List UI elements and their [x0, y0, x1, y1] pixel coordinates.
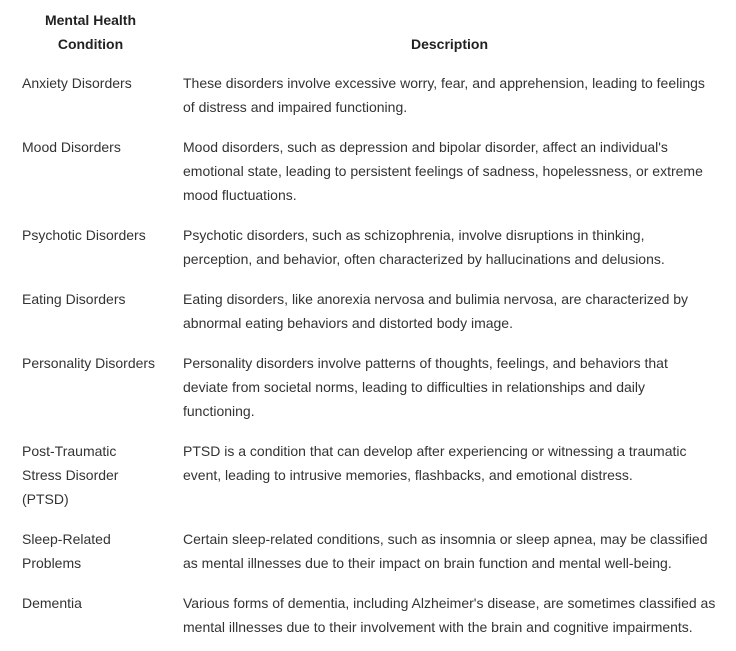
- table-row: [10, 219, 728, 283]
- table-row: [10, 283, 728, 347]
- table-row: [10, 131, 728, 219]
- table-row: [10, 67, 728, 131]
- description-cell: PTSD is a condition that can develop after experiencing or witnessing a traumatic event, leading to intrusive memories, flashbacks, and emotional distress.: [183, 443, 687, 483]
- table-row: [10, 587, 728, 651]
- description-cell: Mood disorders, such as depression and bipolar disorder, affect an individual's emotional state, leading to persistent feelings of sadness, hopelessness, or extreme mood fluctuations.: [183, 139, 703, 203]
- condition-cell: Anxiety Disorders: [22, 75, 132, 91]
- description-cell: Eating disorders, like anorexia nervosa and bulimia nervosa, are characterized by abnormal eating behaviors and distorted body image.: [183, 291, 689, 331]
- description-cell: Personality disorders involve patterns of thoughts, feelings, and behaviors that deviate from societal norms, leading to difficulties in relationships and daily functioning.: [183, 355, 668, 419]
- condition-cell: Personality Disorders: [22, 355, 156, 371]
- table-row: [10, 435, 728, 523]
- description-cell: Psychotic disorders, such as schizophrenia, involve disruptions in thinking, perception, and behavior, often characterized by hallucinations and delusions.: [183, 227, 665, 267]
- header-condition: Mental Health Condition: [44, 12, 136, 52]
- condition-cell: Sleep-Related Problems: [22, 531, 111, 571]
- description-cell: Various forms of dementia, including Alzheimer's disease, are sometimes classified as mental illnesses due to their involvement with the brain and cognitive impairments.: [183, 595, 716, 635]
- condition-cell: Psychotic Disorders: [22, 227, 146, 243]
- mental-health-table: [10, 8, 728, 651]
- condition-cell: Eating Disorders: [22, 291, 126, 307]
- header-description: Description: [410, 36, 488, 52]
- table-row: [10, 523, 728, 587]
- description-cell: These disorders involve excessive worry, fear, and apprehension, leading to feelings of distress and impaired functioning.: [183, 75, 705, 115]
- table-row: [10, 347, 728, 435]
- table-header-row: [10, 8, 728, 67]
- description-cell: Certain sleep-related conditions, such as insomnia or sleep apnea, may be classified as mental illnesses due to their impact on brain function and mental well-being.: [183, 531, 708, 571]
- condition-cell: Mood Disorders: [22, 139, 121, 155]
- condition-cell: Dementia: [22, 595, 82, 611]
- condition-cell: Post-Traumatic Stress Disorder (PTSD): [22, 443, 119, 507]
